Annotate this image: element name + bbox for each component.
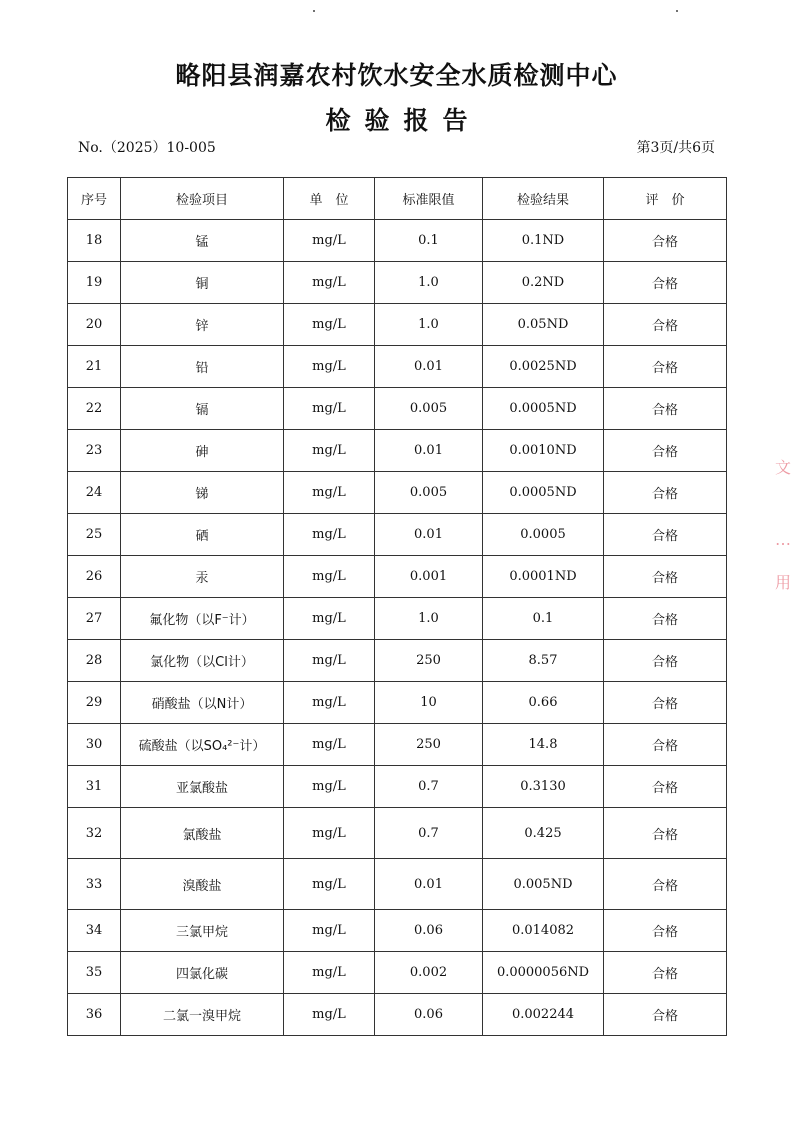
cell-item: 硒 <box>121 514 284 556</box>
table-row <box>68 514 727 556</box>
cell-evaluation: 合格 <box>604 859 727 910</box>
column-header-item: 检验项目 <box>121 178 284 220</box>
cell-item: 亚氯酸盐 <box>121 766 284 808</box>
cell-unit: mg/L <box>284 346 375 388</box>
cell-limit: 0.01 <box>375 346 483 388</box>
cell-item: 氯酸盐 <box>121 808 284 859</box>
cell-unit: mg/L <box>284 388 375 430</box>
cell-no: 36 <box>68 994 121 1036</box>
cell-unit: mg/L <box>284 598 375 640</box>
cell-no: 32 <box>68 808 121 859</box>
cell-no: 20 <box>68 304 121 346</box>
cell-unit: mg/L <box>284 262 375 304</box>
cell-result: 0.005ND <box>483 859 604 910</box>
cell-no: 18 <box>68 220 121 262</box>
cell-result: 0.014082 <box>483 910 604 952</box>
cell-result: 0.0001ND <box>483 556 604 598</box>
cell-result: 0.0010ND <box>483 430 604 472</box>
cell-item: 镉 <box>121 388 284 430</box>
cell-no: 19 <box>68 262 121 304</box>
cell-limit: 0.001 <box>375 556 483 598</box>
cell-item: 铅 <box>121 346 284 388</box>
table-row <box>68 859 727 910</box>
cell-no: 23 <box>68 430 121 472</box>
cell-no: 28 <box>68 640 121 682</box>
cell-limit: 0.7 <box>375 766 483 808</box>
seal-stamp-fragment: … <box>775 530 791 549</box>
table-row <box>68 724 727 766</box>
table-row <box>68 304 727 346</box>
scan-dot <box>313 10 315 12</box>
cell-no: 34 <box>68 910 121 952</box>
cell-evaluation: 合格 <box>604 640 727 682</box>
inspection-results-table <box>67 177 727 1036</box>
cell-evaluation: 合格 <box>604 808 727 859</box>
cell-limit: 250 <box>375 640 483 682</box>
cell-result: 0.2ND <box>483 262 604 304</box>
cell-result: 0.05ND <box>483 304 604 346</box>
cell-limit: 1.0 <box>375 304 483 346</box>
cell-unit: mg/L <box>284 640 375 682</box>
cell-result: 0.0005ND <box>483 472 604 514</box>
cell-no: 26 <box>68 556 121 598</box>
cell-unit: mg/L <box>284 430 375 472</box>
column-header-evaluation: 评 价 <box>604 178 727 220</box>
cell-result: 0.002244 <box>483 994 604 1036</box>
cell-unit: mg/L <box>284 682 375 724</box>
cell-evaluation: 合格 <box>604 910 727 952</box>
cell-item: 氟化物（以F⁻计） <box>121 598 284 640</box>
cell-evaluation: 合格 <box>604 724 727 766</box>
cell-no: 33 <box>68 859 121 910</box>
cell-limit: 0.01 <box>375 859 483 910</box>
document-subtitle: 检验报告 <box>325 106 482 135</box>
table-row <box>68 808 727 859</box>
table-row <box>68 556 727 598</box>
page-indicator: 第3页/共6页 <box>636 140 715 156</box>
table-row <box>68 262 727 304</box>
cell-result: 8.57 <box>483 640 604 682</box>
cell-limit: 0.002 <box>375 952 483 994</box>
table-row <box>68 388 727 430</box>
cell-unit: mg/L <box>284 556 375 598</box>
cell-item: 二氯一溴甲烷 <box>121 994 284 1036</box>
cell-item: 三氯甲烷 <box>121 910 284 952</box>
cell-limit: 1.0 <box>375 262 483 304</box>
cell-result: 0.0000056ND <box>483 952 604 994</box>
cell-unit: mg/L <box>284 472 375 514</box>
cell-unit: mg/L <box>284 766 375 808</box>
cell-unit: mg/L <box>284 724 375 766</box>
cell-item: 汞 <box>121 556 284 598</box>
cell-evaluation: 合格 <box>604 514 727 556</box>
cell-result: 0.425 <box>483 808 604 859</box>
cell-limit: 250 <box>375 724 483 766</box>
cell-evaluation: 合格 <box>604 682 727 724</box>
table-row <box>68 430 727 472</box>
cell-item: 四氯化碳 <box>121 952 284 994</box>
cell-no: 31 <box>68 766 121 808</box>
cell-limit: 10 <box>375 682 483 724</box>
seal-stamp-fragment: 用 <box>774 573 791 592</box>
cell-item: 硫酸盐（以SO₄²⁻计） <box>121 724 284 766</box>
report-number: No.（2025）10-005 <box>78 140 216 156</box>
cell-limit: 0.7 <box>375 808 483 859</box>
cell-result: 0.3130 <box>483 766 604 808</box>
cell-limit: 0.1 <box>375 220 483 262</box>
cell-result: 0.0025ND <box>483 346 604 388</box>
table-row <box>68 598 727 640</box>
table-row <box>68 682 727 724</box>
cell-limit: 0.005 <box>375 472 483 514</box>
cell-limit: 0.06 <box>375 910 483 952</box>
cell-result: 0.0005 <box>483 514 604 556</box>
cell-result: 0.66 <box>483 682 604 724</box>
cell-item: 砷 <box>121 430 284 472</box>
cell-no: 24 <box>68 472 121 514</box>
column-header-no: 序号 <box>68 178 121 220</box>
cell-evaluation: 合格 <box>604 472 727 514</box>
column-header-unit: 单 位 <box>284 178 375 220</box>
cell-unit: mg/L <box>284 808 375 859</box>
cell-limit: 0.01 <box>375 430 483 472</box>
cell-no: 21 <box>68 346 121 388</box>
cell-item: 氯化物（以Cl计） <box>121 640 284 682</box>
seal-stamp-fragment: 文 <box>774 458 791 477</box>
cell-result: 0.1 <box>483 598 604 640</box>
cell-item: 锑 <box>121 472 284 514</box>
cell-no: 25 <box>68 514 121 556</box>
cell-evaluation: 合格 <box>604 766 727 808</box>
cell-result: 0.0005ND <box>483 388 604 430</box>
table-body <box>68 220 727 1036</box>
cell-evaluation: 合格 <box>604 346 727 388</box>
table-row <box>68 220 727 262</box>
cell-no: 35 <box>68 952 121 994</box>
cell-evaluation: 合格 <box>604 994 727 1036</box>
cell-limit: 0.005 <box>375 388 483 430</box>
cell-unit: mg/L <box>284 220 375 262</box>
cell-item: 硝酸盐（以N计） <box>121 682 284 724</box>
table-row <box>68 640 727 682</box>
cell-evaluation: 合格 <box>604 388 727 430</box>
cell-result: 14.8 <box>483 724 604 766</box>
table-row <box>68 472 727 514</box>
cell-limit: 0.06 <box>375 994 483 1036</box>
cell-result: 0.1ND <box>483 220 604 262</box>
cell-evaluation: 合格 <box>604 556 727 598</box>
column-header-result: 检验结果 <box>483 178 604 220</box>
table-row <box>68 910 727 952</box>
scan-dot <box>676 10 678 12</box>
table-row <box>68 994 727 1036</box>
cell-unit: mg/L <box>284 910 375 952</box>
cell-evaluation: 合格 <box>604 952 727 994</box>
table-row <box>68 952 727 994</box>
column-header-limit: 标准限值 <box>375 178 483 220</box>
cell-unit: mg/L <box>284 952 375 994</box>
cell-unit: mg/L <box>284 514 375 556</box>
cell-evaluation: 合格 <box>604 304 727 346</box>
cell-evaluation: 合格 <box>604 430 727 472</box>
cell-limit: 1.0 <box>375 598 483 640</box>
cell-no: 29 <box>68 682 121 724</box>
table-row <box>68 766 727 808</box>
cell-unit: mg/L <box>284 994 375 1036</box>
cell-evaluation: 合格 <box>604 262 727 304</box>
cell-no: 27 <box>68 598 121 640</box>
cell-limit: 0.01 <box>375 514 483 556</box>
document-title: 略阳县润嘉农村饮水安全水质检测中心 <box>175 61 618 90</box>
cell-item: 溴酸盐 <box>121 859 284 910</box>
table-row <box>68 346 727 388</box>
cell-item: 锌 <box>121 304 284 346</box>
cell-evaluation: 合格 <box>604 598 727 640</box>
cell-item: 铜 <box>121 262 284 304</box>
cell-item: 锰 <box>121 220 284 262</box>
table-header-row <box>68 178 727 220</box>
cell-unit: mg/L <box>284 859 375 910</box>
cell-no: 22 <box>68 388 121 430</box>
cell-evaluation: 合格 <box>604 220 727 262</box>
cell-no: 30 <box>68 724 121 766</box>
cell-unit: mg/L <box>284 304 375 346</box>
